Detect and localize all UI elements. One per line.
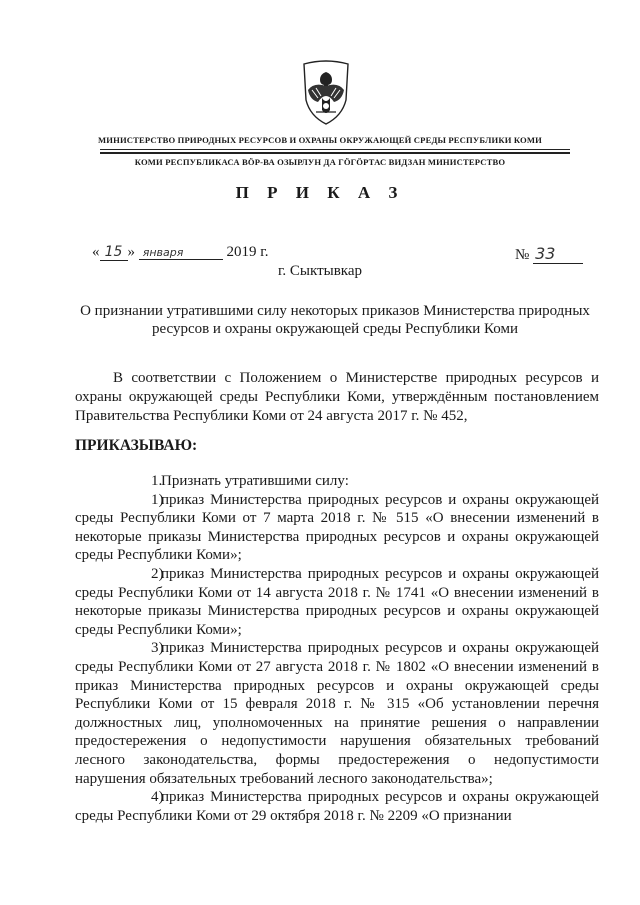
item-text: приказ Министерства природных ресурсов и охраны окружающей среды Республики Коми от 14 августа 2018 г. № 1741 «О внесении изменений в некоторые приказы Министерства природных ресурсов и охраны окружающей среды Республики Коми»; [75,565,599,638]
city-line: г. Сыктывкар [277,263,363,279]
item-number: 1) [151,491,164,508]
item-text: приказ Министерства природных ресурсов и охраны окружающей среды Республики Коми от 27 августа 2018 г. № 1802 «О внесении изменений в приказ Министерства природных ресурсов и охраны окружающей среды Республики Коми от 15 февраля 2018 г. № 315 «Об установлении перечня должностных лиц, уполномоченных на принятие решения о направлении предостережения о недопустимости нарушения обязательных требований лесного законодательства, формы предостережения о недопустимости нарушения обязательных требований лесного законодательства»; [75,640,599,787]
ministry-name-komi: КОМИ РЕСПУБЛИКАСА ВӦР-ВА ОЗЫРЛУН ДА ГӦГӦРТАС ВИДЗАН МИНИСТЕРСТВО [134,157,506,167]
coat-of-arms-icon [300,60,352,126]
order-number [515,244,583,264]
item-number: 2) [151,565,164,582]
order-date [92,244,268,261]
document-title: П Р И К А З [235,183,405,202]
item-text: приказ Министерства природных ресурсов и охраны окружающей среды Республики Коми от 7 марта 2018 г. № 515 «О внесении изменений в некоторые приказы Министерства природных ресурсов и охраны окружающей среды Республики Коми»; [75,491,599,564]
item-text: приказ Министерства природных ресурсов и охраны окружающей среды Республики Коми от 29 октября 2018 г. № 2209 «О признании [75,789,599,824]
order-subject: О признании утратившими силу некоторых приказов Министерства природных ресурсов и охраны окружающей среды Республики Коми [80,303,590,337]
list-item [75,565,599,639]
order-number-handwritten: 33 [533,244,583,264]
preamble-paragraph: В соответствии с Положением о Министерстве природных ресурсов и охраны окружающей среды Республики Коми, утверждённым постановлением Правительства Республики Коми от 24 августа 2017 г. № 452, [75,370,599,424]
header-divider-thick [100,152,570,154]
item-text: Признать утратившими силу: [161,473,349,489]
ministry-name-russian: МИНИСТЕРСТВО ПРИРОДНЫХ РЕСУРСОВ И ОХРАНЫ ОКРУЖАЮЩЕЙ СРЕДЫ РЕСПУБЛИКИ КОМИ [98,135,542,145]
list-item [75,639,599,788]
date-year: 2019 г. [226,244,269,260]
date-day-handwritten: 15 [100,244,128,261]
item-number: 3) [151,640,164,657]
date-month-handwritten: января [139,246,223,260]
list-item [75,491,599,565]
header-divider-thin [100,149,570,150]
order-number-label: № [515,247,530,263]
order-items-list [75,472,599,825]
list-item [75,788,599,825]
date-close-quote: » [127,244,135,260]
date-open-quote: « [92,244,100,260]
order-directive-heading: ПРИКАЗЫВАЮ: [75,437,198,454]
item-number: 1. [151,473,163,489]
list-item [75,472,599,491]
item-number: 4) [151,789,164,806]
